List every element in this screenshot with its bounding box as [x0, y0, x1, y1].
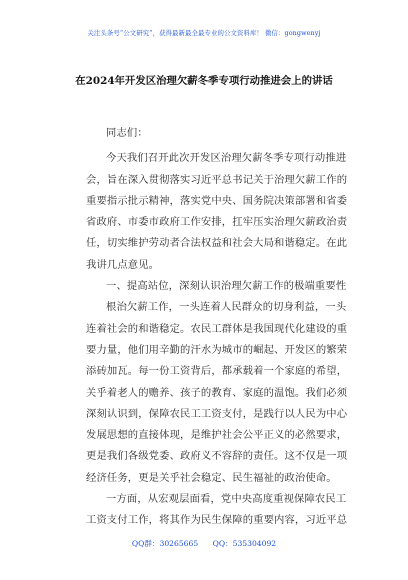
body-line: 会，旨在深入贯彻落实习近平总书记关于治理欠薪工作的	[86, 173, 348, 186]
body-line: 添砖加瓦。每一份工资背后，都承载着一个家庭的希望，	[86, 365, 348, 378]
body-line: 任，切实维护劳动者合法权益和社会大局和谐稳定。在此	[86, 237, 348, 250]
body-line: 要力量，他们用辛勤的汗水为城市的崛起、开发区的繁荣	[86, 343, 348, 356]
salutation: 同志们：	[106, 127, 148, 139]
section-heading: 一、提高站位，深刻认识治理欠薪工作的极端重要性	[106, 280, 347, 293]
qq-group-number: QQ群：30265665	[131, 539, 199, 548]
body-line: 我讲几点意见。	[86, 258, 160, 271]
body-line: 一方面，从宏观层面看，党中央高度重视保障农民工	[106, 493, 347, 506]
contact-footer	[0, 538, 408, 549]
body-line: 工资支付工作，将其作为民生保障的重要内容，习近平总	[86, 514, 348, 527]
promo-header-note: 关注头条号“公文研究”，获得最新最全最专业的公文资料库！ 微信：gongwenyj	[87, 29, 321, 37]
document-body	[86, 123, 354, 532]
body-line: 深刻认识到，保障农民工工资支付，是践行以人民为中心	[86, 407, 348, 420]
document-title: 在2024年开发区治理欠薪冬季专项行动推进会上的讲话	[75, 75, 333, 87]
body-line: 关乎着老人的赡养、孩子的教育、家庭的温饱。我们必须	[86, 386, 348, 399]
body-line: 经济任务，更是关乎社会稳定、民生福祉的政治使命。	[86, 471, 337, 484]
paragraph-opening	[86, 148, 354, 276]
section-heading-one	[86, 276, 354, 297]
paragraph-importance	[86, 297, 354, 489]
body-line: 重要指示批示精神，落实党中央、国务院决策部署和省委	[86, 194, 348, 207]
body-line: 连着社会的和谐稳定。农民工群体是我国现代化建设的重	[86, 322, 348, 335]
body-line: 更是我们各级党委、政府义不容辞的责任。这不仅是一项	[86, 450, 348, 463]
paragraph-macro-view	[86, 489, 354, 532]
body-line: 今天我们召开此次开发区治理欠薪冬季专项行动推进	[106, 152, 347, 165]
body-line: 发展思想的直接体现，是维护社会公平正义的必然要求，	[86, 429, 348, 442]
body-line: 省政府、市委市政府工作安排，扛牢压实治理欠薪政治责	[86, 216, 348, 229]
qq-contact-number: QQ：535304092	[212, 539, 277, 548]
body-line: 根治欠薪工作，一头连着人民群众的切身利益，一头	[106, 301, 347, 314]
